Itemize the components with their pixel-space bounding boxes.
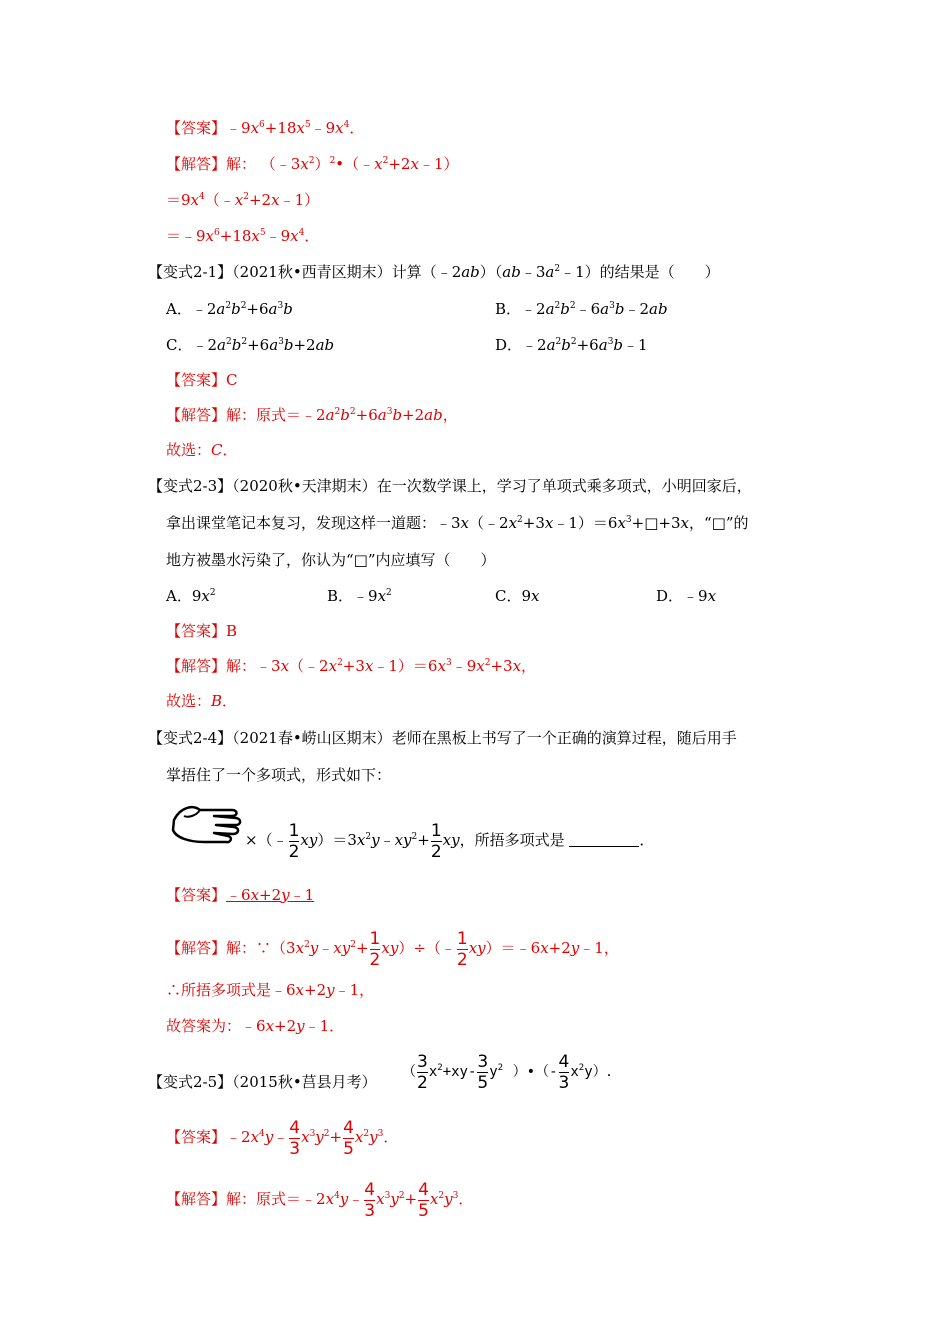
q23-stem-1 <box>148 476 752 496</box>
q23-stem-3 <box>166 550 496 570</box>
q25-solution: 【解答】解：原式$=﹣2x^4y﹣\frac{4}{3}x^3y^2+\frac{4}{5}x^2y^3$． <box>166 1179 474 1221</box>
jie-label: 解： <box>226 155 257 173</box>
answer-label: 【答案】 <box>166 886 227 904</box>
q23-option-b: B．$﹣9x^2$ <box>327 587 392 605</box>
solution-label: 【解答】 <box>166 406 227 424</box>
q23-solution: 【解答】解：$﹣3x(﹣2x^2+3x﹣1)=6x^3﹣9x^2+3x$， <box>166 657 537 675</box>
solution-label: 【解答】 <box>166 155 227 173</box>
p0-step2: $=9x^4(﹣x^2+2x﹣1)$ <box>166 191 320 209</box>
q24-tag: 【变式2-4】 <box>148 729 233 747</box>
q21-option-a: A．$﹣2a^2b^2+6a^3b$ <box>166 300 293 318</box>
q24-therefore: ∴所捂多项式是﹣6x+2y﹣1， <box>166 981 375 999</box>
q21-tag: 【变式2-1】 <box>148 263 233 281</box>
answer-is-label: 故答案为： <box>166 1017 242 1035</box>
choose-label: 故选： <box>166 441 212 459</box>
solution-label: 【解答】 <box>166 1190 227 1208</box>
q25-answer: 【答案】$﹣2x^4y﹣\frac{4}{3}x^3y^2+\frac{4}{5}x^2y^3$． <box>166 1117 399 1159</box>
q24-answer <box>166 885 314 905</box>
q24-answer-value: ﹣6x+2y﹣1 <box>226 886 315 904</box>
q21-option-c: C．$﹣2a^2b^2+6a^3b+2ab$ <box>166 336 335 354</box>
q21-stem: 【变式2-1】（2021秋•西青区期末）计算$(﹣2ab)(ab﹣3a^2﹣1)$的结果是（ ） <box>148 263 720 281</box>
p0-answer-line: 【答案】$﹣9x^6+18x^5﹣9x^4$． <box>166 119 365 137</box>
jie-label: 解： <box>226 939 257 957</box>
q25-tag: 【变式2-5】 <box>148 1073 233 1091</box>
q25-stem <box>148 1072 377 1092</box>
answer-blank[interactable] <box>569 832 639 847</box>
jie-label: 解： <box>226 406 257 424</box>
q23-stem1-text: 在一次数学课上，学习了单项式乘多项式，小明回家后， <box>376 477 752 495</box>
q21-answer-value: C <box>226 371 238 389</box>
q23-stem3-text: 地方被墨水污染了，你认为“□”内应填写（ ） <box>166 551 496 569</box>
q21-option-b: B．$﹣2a^2b^2﹣6a^3b﹣2ab$ <box>495 300 668 318</box>
because-symbol: ∵ <box>256 939 272 957</box>
answer-label: 【答案】 <box>166 371 227 389</box>
choose-label: 故选： <box>166 692 212 710</box>
fraction: $\frac{4}{5}$ <box>418 1179 429 1221</box>
solution-label: 【解答】 <box>166 939 227 957</box>
fraction: $\frac{1}{2}$ <box>288 820 300 862</box>
jie-label: 解： <box>226 657 257 675</box>
q24-stem1-text: 老师在黑板上书写了一个正确的演算过程，随后用手 <box>391 729 737 747</box>
q23-option-c: C．9x <box>495 587 540 605</box>
q25-source: （2015秋•莒县月考） <box>232 1073 377 1091</box>
fraction: $\frac{1}{2}$ <box>430 820 442 862</box>
q24-stem-1 <box>148 728 737 748</box>
original-label: 原式＝ <box>256 406 302 424</box>
q24-final: 故答案为：﹣6x+2y﹣1． <box>166 1017 345 1035</box>
q24-stem-2 <box>166 765 391 785</box>
answer-label: 【答案】 <box>166 119 227 137</box>
answer-label: 【答案】 <box>166 622 227 640</box>
p0-solution-line: 【解答】解： $(﹣3x^2)^2•(﹣x^2+2x﹣1)$ <box>166 155 459 173</box>
q24-solution: 【解答】解：$\because(3x^2y﹣xy^2+\frac{1}{2}xy)\div(﹣\frac{1}{2}xy)=﹣6x+2y﹣1$， <box>166 928 619 970</box>
fraction: $\frac{4}{3}$ <box>289 1117 301 1159</box>
q23-option-d: D．﹣9x <box>656 587 717 605</box>
q23-source: （2020秋•天津期末） <box>232 477 377 495</box>
q23-tag: 【变式2-3】 <box>148 477 233 495</box>
fraction: $\frac{3}{2}$ <box>417 1051 428 1093</box>
fraction: $\frac{4}{5}$ <box>343 1117 354 1159</box>
q21-choice: 故选：C． <box>166 441 238 459</box>
q24-source: （2021春•崂山区期末） <box>232 729 392 747</box>
q21-option-d: D．$﹣2a^2b^2+6a^3b﹣1$ <box>495 336 648 354</box>
fraction: $\frac{4}{3}$ <box>364 1179 376 1221</box>
original-label: 原式＝ <box>256 1190 302 1208</box>
q25-expression: （$\frac{3}{2}x^2+xy-\frac{3}{5}y^2$ ）$•(-\frac{4}{3}x^2y)$. <box>402 1051 612 1093</box>
q24-eq-tail: ，所捂多项式是 <box>459 831 565 849</box>
q23-choice: 故选：B． <box>166 692 238 710</box>
fraction: $\frac{1}{2}$ <box>456 928 468 970</box>
q24-stem2-text: 掌捂住了一个多项式，形式如下： <box>166 766 392 784</box>
p0-step3: $=﹣9x^6+18x^5﹣9x^4$． <box>166 227 320 245</box>
hand-icon <box>170 800 242 848</box>
q24-equation: $\times(﹣\frac{1}{2}xy)=3x^2y﹣xy^2+\frac{1}{2}xy$，所捂多项式是 ． <box>245 820 655 862</box>
q23-answer-value: B <box>226 622 238 640</box>
solution-label: 【解答】 <box>166 657 227 675</box>
jie-label: 解： <box>226 1190 257 1208</box>
fraction: $\frac{1}{2}$ <box>369 928 381 970</box>
answer-label: 【答案】 <box>166 1128 227 1146</box>
q21-answer <box>166 370 238 390</box>
q23-answer <box>166 621 237 641</box>
q21-solution: 【解答】解：原式$=﹣2a^2b^2+6a^3b+2ab$， <box>166 406 458 424</box>
q23-option-a: A．$9x^2$ <box>166 587 216 605</box>
q21-source: （2021秋•西青区期末） <box>232 263 392 281</box>
q23-stem-2: 拿出课堂笔记本复习，发现这样一道题：$﹣3x(﹣2x^2+3x﹣1)=6x^3+□+3x$，“□”的 <box>166 514 749 532</box>
fraction: $\frac{4}{3}$ <box>558 1051 570 1093</box>
fraction: $\frac{3}{5}$ <box>477 1051 489 1093</box>
